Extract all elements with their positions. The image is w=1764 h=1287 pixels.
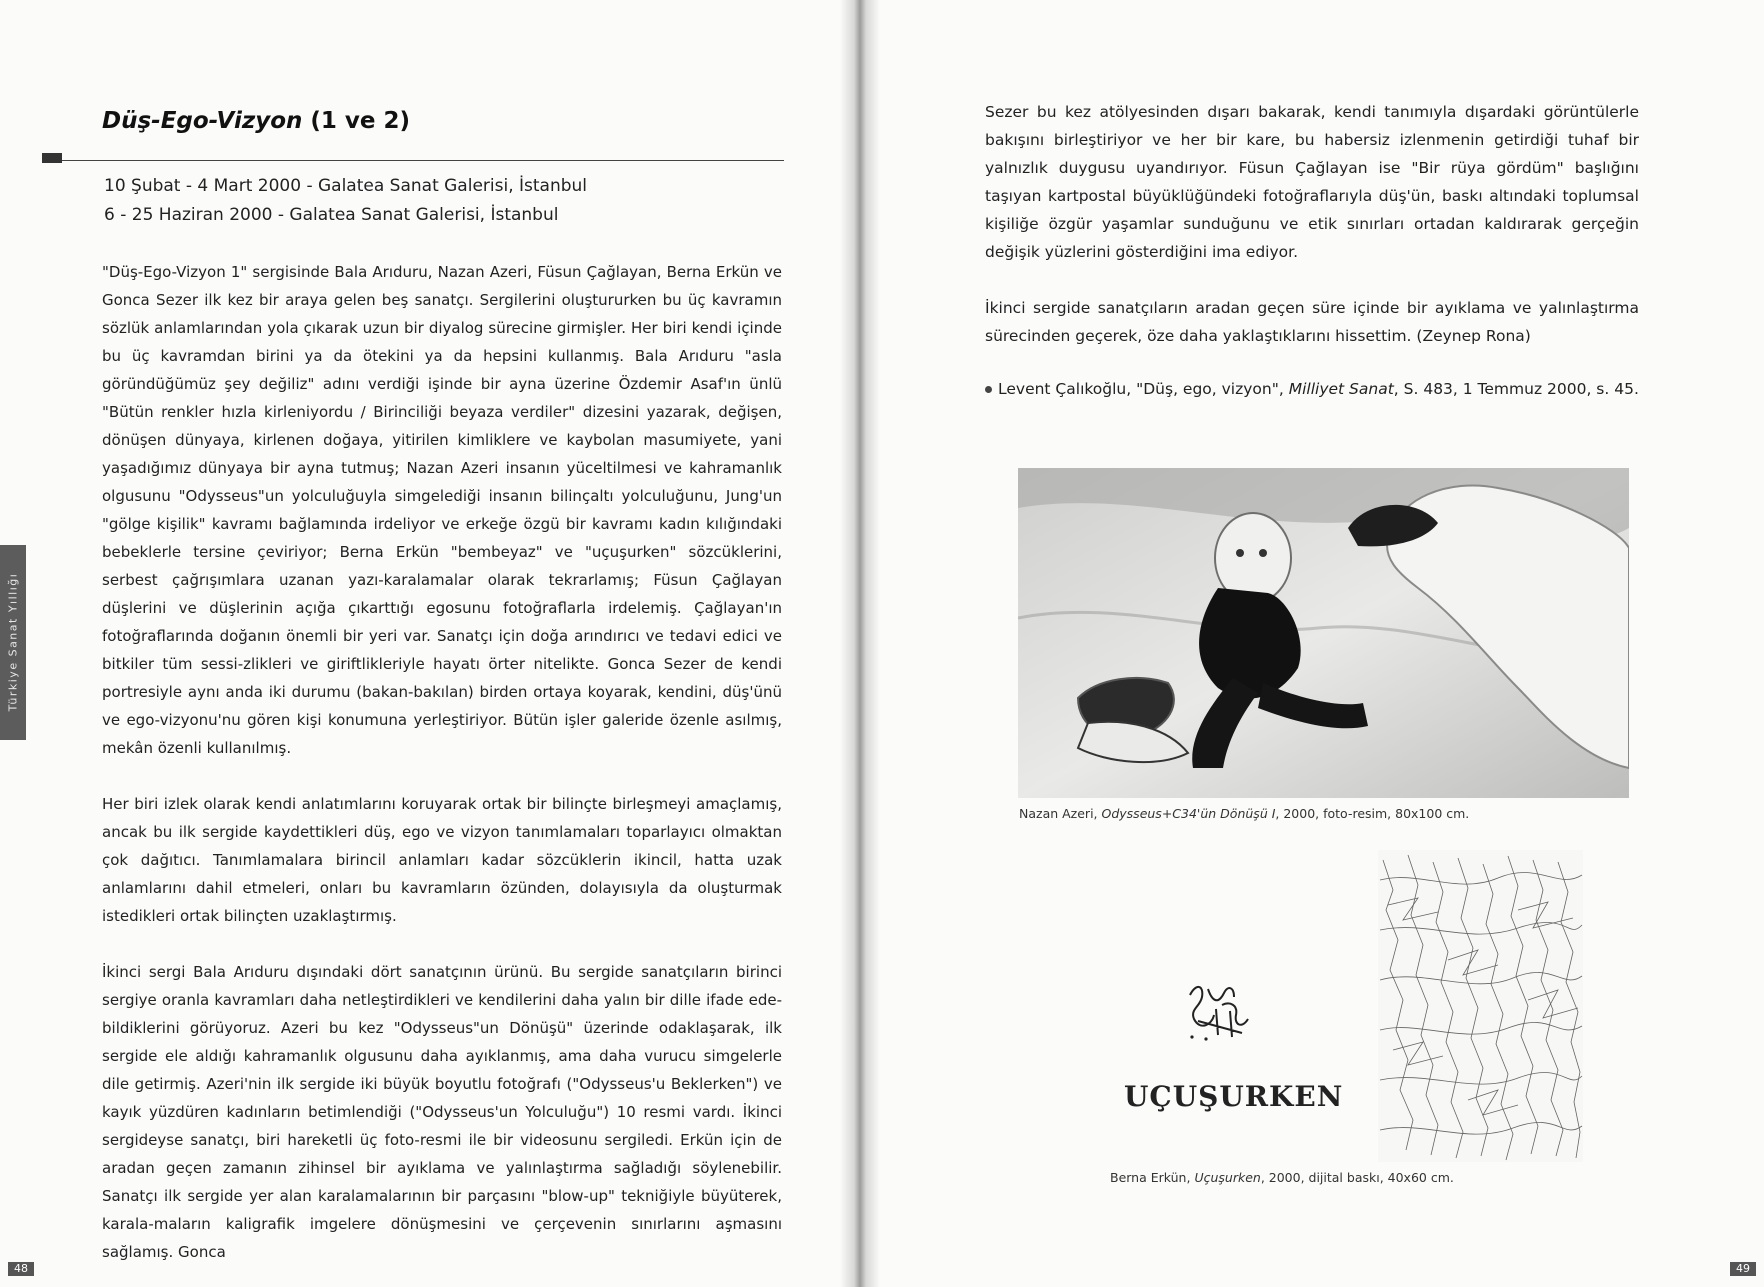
title-rule-mark xyxy=(42,153,62,163)
title-rule xyxy=(62,160,784,161)
side-tab xyxy=(0,545,26,740)
paragraph: İkinci sergide sanatçıların aradan geçen süre içinde bir ayıklama ve yalınlaştırma sürecinden geçerek, öze daha yaklaştıklarını hissettim. (Zeynep Rona) xyxy=(985,299,1639,345)
artwork-scribble-print xyxy=(1378,850,1583,1162)
citation xyxy=(985,380,1685,398)
caption-title: Odysseus+C34'ün Dönüşü I xyxy=(1101,806,1276,821)
article-title xyxy=(102,108,410,134)
citation-rest: , S. 483, 1 Temmuz 2000, s. 45. xyxy=(1393,380,1639,398)
scribble-illustration xyxy=(1378,850,1583,1162)
left-page xyxy=(0,0,860,1287)
caption-title: Uçuşurken xyxy=(1194,1170,1261,1185)
bullet-icon xyxy=(985,386,992,393)
artwork-photo-odysseus xyxy=(1018,468,1629,798)
page-number: 48 xyxy=(8,1262,34,1276)
title-rest: (1 ve 2) xyxy=(302,108,411,134)
caption-artist: Nazan Azeri, xyxy=(1019,806,1102,821)
right-body-text xyxy=(985,98,1639,378)
right-page xyxy=(868,0,1764,1287)
photo-illustration xyxy=(1018,468,1629,798)
date-line: 10 Şubat - 4 Mart 2000 - Galatea Sanat Galerisi, İstanbul xyxy=(104,176,588,196)
paragraph: İkinci sergi Bala Arıduru dışındaki dört sanatçının ürünü. Bu sergide sanatçıların birinci sergiye oranla kavramları daha netleştirdikleri ve kendilerini daha yalın bir dille ifade ede-bildiklerini görüyoruz. Azeri bu kez "Odysseus"un Dönüşü" üzerinde odaklaşarak, ilk sergide ele aldığı kahramanlık olgusunu daha ayıklanmış, ama daha vurucu simgelerle dile getirmiş. Azeri'nin ilk sergide iki büyük boyutlu fotoğrafı ("Odysseus'u Beklerken") ve kayık yüzdüren kadınların betimlendiği ("Odysseus'un Yolculuğu") 10 resmi vardı. İkinci sergideyse sanatçı, biri hareketli üç foto-resmi ile bir videosunu sergiledi. Erkün için de aradan geçen zamanın zihinsel bir ayıklama ve yalınlaştırma sağladığı söylenebilir. Sanatçı ilk sergide yer alan karalamalarının bir parçasını "blow-up" tekniğiyle büyüterek, karala-maların kaligrafik imgelere dönüşmesini ve çerçevenin sınırlarını aşmasını sağlamış. Gonca xyxy=(102,963,782,1261)
book-spine xyxy=(840,0,880,1287)
scribble-caption xyxy=(1110,1170,1454,1185)
paragraph: "Düş-Ego-Vizyon 1" sergisinde Bala Arıduru, Nazan Azeri, Füsun Çağlayan, Berna Erkün ve Gonca Sezer ilk kez bir araya gelen beş sanatçı. Sergilerini oluştururken bu üç kavramın sözlük anlamlarından yola çıkarak uzun bir diyalog sürecine girmişler. Her biri kendi içinde bu üç kavramdan birini ya da ötekini ya da hepsini kullanmış. Bala Arıduru "asla göründüğümüz şey değiliz" adını verdiği işinde bir ayna üzerine Özdemir Asaf'ın ünlü "Bütün renkler hızla kirleniyordu / Birinciliği beyaza verdiler" dizesini yazarak, değişen, dönüşen dünyaya, kirlenen doğaya, yitirilen kimliklere ve kaybolan masumiyete, yani yaşadığımız dünyaya bir ayna tutmuş; Nazan Azeri insanın yüceltilmesi ve kahramanlık olgusunu "Odysseus"un yolculuğuyla simgelediği insanın bilinçaltı yolculuğunu, Jung'un "gölge kişilik" kavramı bağlamında irdeliyor ve erkeğe özgü bir kavramı kadın kılığındaki bebeklerle tersine çeviriyor; Berna Erkün "bembeyaz" ve "uçuşurken" sözcüklerini, serbest çağrışımlara uzanan yazı-karalamalar olarak tekrarlamış; Füsun Çağlayan düşlerini ve düşlerinin açığa çıkarttığı egosunu fotoğraflarla irdelemiş. Çağlayan'ın fotoğraflarında doğanın önemli bir yeri var. Sanatçı için doğa arındırıcı ve tedavi edici ve bitkiler tüm sessi-zlikleri ve giriftlikleriyle hayatı örter nitelikte. Gonca Sezer de kendi portresiyle aynı anda iki durumu (bakan-bakılan) birden ortaya koyarak, kendini, düş'ünü ve ego-vizyonu'nu gören kişi konumuna yerleştiriyor. Bütün işler galeride özenle asılmış, mekân özenli kullanılmış. xyxy=(102,263,782,757)
caption-details: , 2000, foto-resim, 80x100 cm. xyxy=(1275,806,1470,821)
artwork-title-text: UÇUŞURKEN xyxy=(1124,1080,1344,1113)
calligraphic-signature-icon xyxy=(1178,975,1258,1045)
caption-details: , 2000, dijital baskı, 40x60 cm. xyxy=(1260,1170,1454,1185)
left-body-text xyxy=(102,258,782,1287)
date-line: 6 - 25 Haziran 2000 - Galatea Sanat Galerisi, İstanbul xyxy=(104,205,559,225)
paragraph: Her biri izlek olarak kendi anlatımlarını koruyarak ortak bir bilinçte birleşmeyi amaçlamış, ancak bu ilk sergide kaydettikleri düş, ego ve vizyon tanımlamaları toparlayıcı olmaktan çok dağıtıcı. Tanımlamalara birincil anlamları kadar sözcüklerin ikincil, hatta uzak anlamlarını dahil etmeleri, onları bu kavramların özünden, dolayısıyla da oluşturmak istedikleri ortak bilinçten uzaklaştırmış. xyxy=(102,795,782,925)
paragraph: Sezer bu kez atölyesinden dışarı bakarak, kendi tanımıyla dışardaki görüntülerle bakışını birleştiriyor ve her bir kare, bu habersiz izlenmenin getirdiği tuhaf bir yalnızlık duygusu uyandırıyor. Füsun Çağlayan ise "Bir rüya gördüm" başlığını taşıyan kartpostal büyüklüğündeki fotoğraflarıyla düş'ün, baskı altındaki toplumsal kişiliğe özgür yaşamlar sunduğunu ve etik sınırları ortadan kaldırarak gerçeğin değişik yüzlerini gösterdiğini ima ediyor. xyxy=(985,103,1639,261)
photo-caption xyxy=(1019,806,1469,821)
page-number: 49 xyxy=(1730,1262,1756,1276)
exhibition-dates xyxy=(104,172,587,230)
citation-source: Milliyet Sanat xyxy=(1288,380,1394,398)
caption-artist: Berna Erkün, xyxy=(1110,1170,1195,1185)
side-tab-label: Türkiye Sanat Yıllığı xyxy=(6,572,20,712)
citation-text: Levent Çalıkoğlu, "Düş, ego, vizyon", xyxy=(998,380,1289,398)
title-italic: Düş-Ego-Vizyon xyxy=(102,108,303,134)
